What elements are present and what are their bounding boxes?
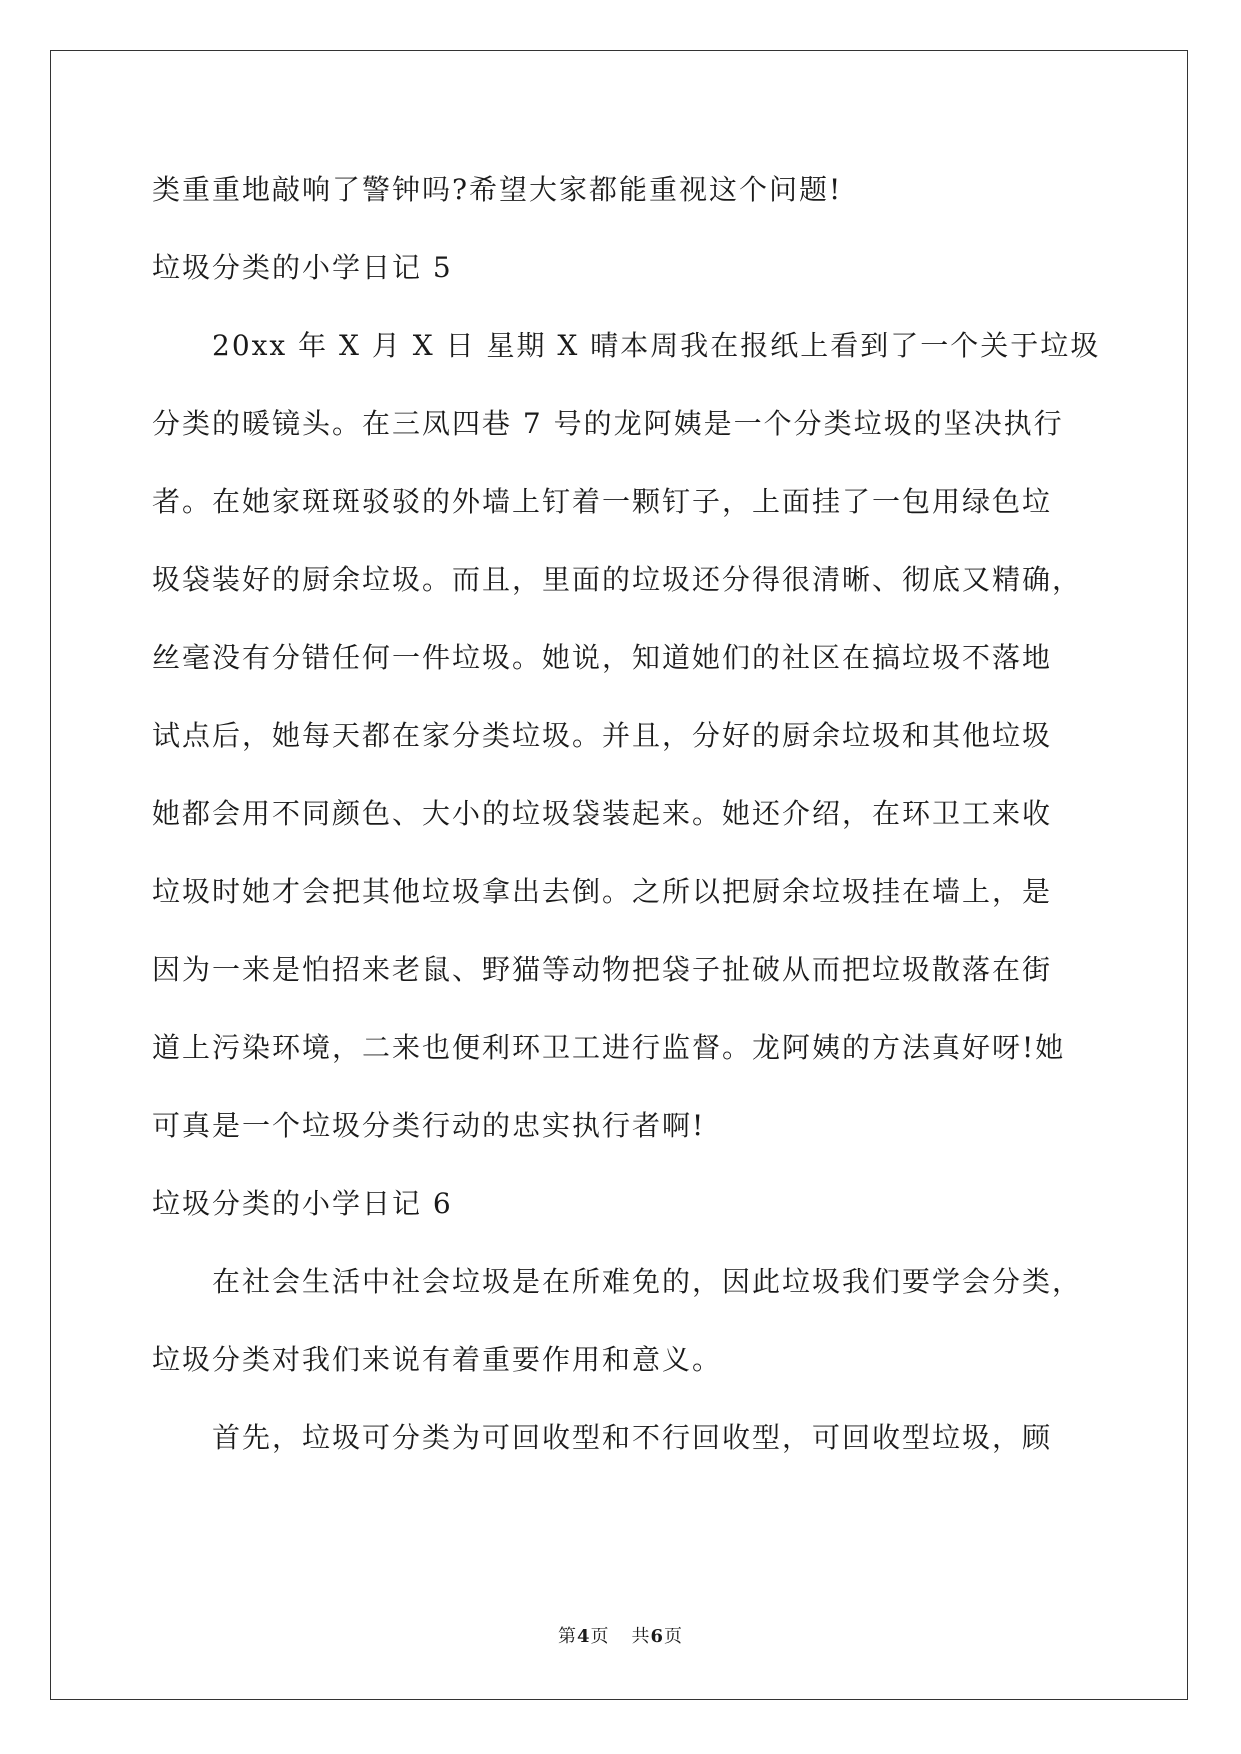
text-line: 圾袋装好的厨余垃圾。而且，里面的垃圾还分得很清晰、彻底又精确，: [152, 563, 1083, 596]
text-line: 垃圾时她才会把其他垃圾拿出去倒。之所以把厨余垃圾挂在墙上，是: [152, 875, 1053, 908]
page-footer: [0, 1622, 1241, 1648]
text-line: 可真是一个垃圾分类行动的忠实执行者啊!: [152, 1109, 706, 1142]
text-line: 试点后，她每天都在家分类垃圾。并且，分好的厨余垃圾和其他垃圾: [152, 719, 1053, 752]
text-line: 垃圾分类对我们来说有着重要作用和意义。: [152, 1343, 723, 1376]
text-line: 她都会用不同颜色、大小的垃圾袋装起来。她还介绍，在环卫工来收: [152, 797, 1053, 830]
text-line: 丝毫没有分错任何一件垃圾。她说，知道她们的社区在搞垃圾不落地: [152, 641, 1053, 674]
text-line: 首先，垃圾可分类为可回收型和不行回收型，可回收型垃圾，顾: [212, 1421, 1053, 1454]
document-body: [152, 165, 1112, 1491]
footer-total-word: 页: [664, 1626, 684, 1647]
text-line: 分类的暖镜头。在三凤四巷 7 号的龙阿姨是一个分类垃圾的坚决执行: [152, 407, 1064, 440]
footer-total-prefix: 共: [631, 1626, 651, 1647]
section-heading: 垃圾分类的小学日记 5: [152, 251, 453, 284]
text-line: 者。在她家斑斑驳驳的外墙上钉着一颗钉子，上面挂了一包用绿色垃: [152, 485, 1053, 518]
text-line: 20xx 年 X 月 X 日 星期 X 晴本周我在报纸上看到了一个关于垃圾: [212, 329, 1101, 362]
text-line: 因为一来是怕招来老鼠、野猫等动物把袋子扯破从而把垃圾散落在街: [152, 953, 1053, 986]
current-page-number: 4: [576, 1626, 591, 1647]
footer-prefix: 第: [557, 1626, 577, 1647]
text-line: 在社会生活中社会垃圾是在所难免的，因此垃圾我们要学会分类，: [212, 1265, 1083, 1298]
text-line: 道上污染环境，二来也便利环卫工进行监督。龙阿姨的方法真好呀!她: [152, 1031, 1066, 1064]
footer-page-word: 页: [590, 1626, 610, 1647]
section-heading: 垃圾分类的小学日记 6: [152, 1187, 453, 1220]
text-line: 类重重地敲响了警钟吗?希望大家都能重视这个问题!: [152, 173, 843, 206]
total-page-number: 6: [650, 1626, 665, 1647]
